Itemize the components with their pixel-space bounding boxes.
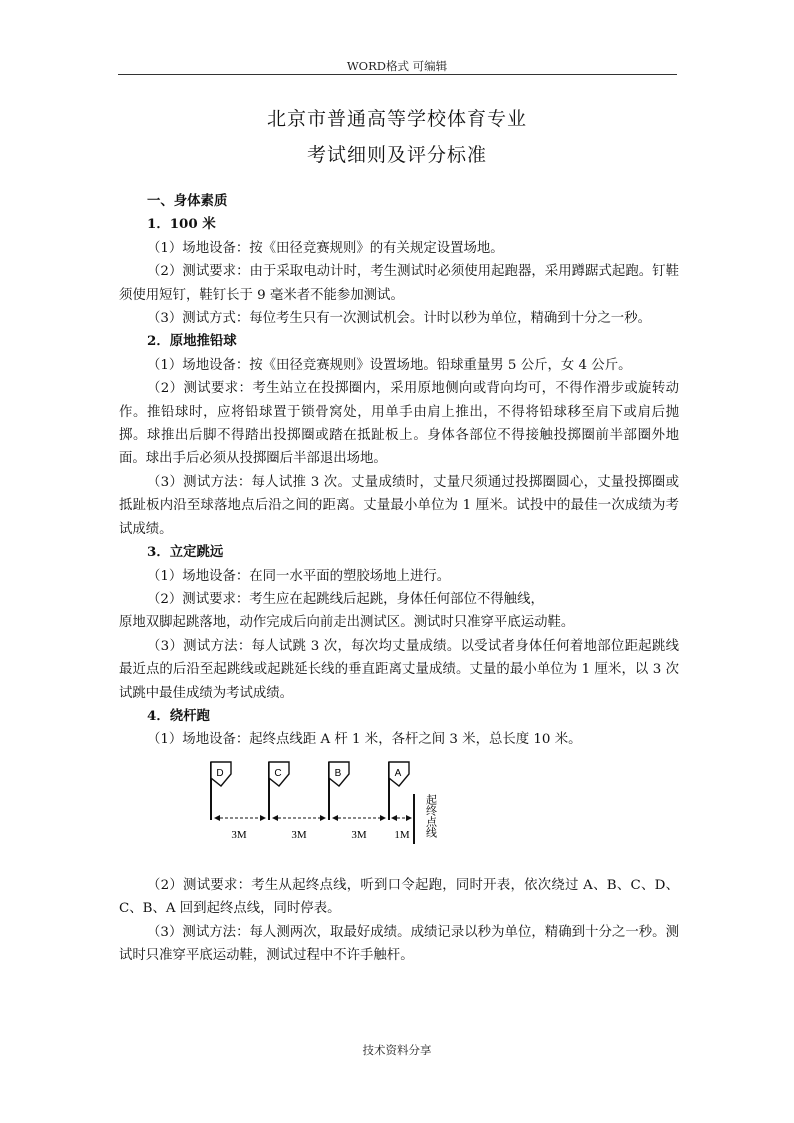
flag-a <box>389 762 409 820</box>
paragraph: （1）场地设备：在同一水平面的塑胶场地上进行。 <box>147 568 451 584</box>
document-body <box>119 190 679 967</box>
flag-label: A <box>394 767 402 779</box>
item-heading-shot-put: 2．原地推铅球 <box>147 333 237 350</box>
paragraph: （3）测试方式：每位考生只有一次测试机会。计时以秒为单位，精确到十分之一秒。 <box>147 311 651 327</box>
document-subtitle: 考试细则及评分标准 <box>306 144 487 166</box>
distance-label: 3M <box>231 828 247 841</box>
paragraph: （3）测试方法：每人测两次，取最好成绩。成绩记录以秒为单位，精确到十分之一秒。测试时只准穿平底运动鞋，测试过程中不许手触杆。 <box>119 924 679 963</box>
paragraph: （1）场地设备：起终点线距 A 杆 1 米，各杆之间 3 米，总长度 10 米。 <box>147 732 582 748</box>
section-heading: 一、身体素质 <box>147 193 228 209</box>
paragraph: （1）场地设备：按《田径竞赛规则》的有关规定设置场地。 <box>147 240 504 256</box>
item-heading-long-jump: 3．立定跳远 <box>147 544 224 561</box>
distance-label: 3M <box>351 828 367 841</box>
item-heading-pole-run: 4．绕杆跑 <box>147 707 210 724</box>
paragraph: （3）测试方法：每人试跳 3 次，每次均丈量成绩。以受试者身体任何着地部位距起跳线最近点的后沿至起跳线或起跳延长线的垂直距离丈量成绩。丈量的最小单位为 1 厘米，以 3 次试跳中最佳成绩为考试成绩。 <box>119 638 679 701</box>
flag-b <box>329 762 349 820</box>
paragraph: （2）测试要求：考生应在起跳线后起跳，身体任何部位不得触线， <box>147 591 544 607</box>
distance-label: 1M <box>394 828 410 841</box>
paragraph: （3）测试方法：每人试推 3 次。丈量成绩时，丈量尺须通过投掷圈圆心，丈量投掷圈或抵趾板内沿至球落地点后沿之间的距离。丈量最小单位为 1 厘米。试投中的最佳一次成绩为考试成绩。 <box>119 474 679 537</box>
item-heading-100m: 1．100 米 <box>147 216 216 233</box>
paragraph: （2）测试要求：由于采取电动计时，考生测试时必须使用起跑器，采用蹲踞式起跑。钉鞋须使用短钉，鞋钉长于 9 毫米者不能参加测试。 <box>119 264 679 303</box>
distance-label: 3M <box>291 828 307 841</box>
start-finish-line-label: 起终点线 <box>424 793 438 838</box>
paragraph: （2）测试要求：考生从起终点线，听到口令起跑，同时开表，依次绕过 A、B、C、D、C、B、A 回到起终点线，同时停表。 <box>119 877 679 917</box>
paragraph: （2）测试要求：考生站立在投掷圈内，采用原地侧向或背向均可，不得作滑步或旋转动作。推铅球时，应将铅球置于锁骨窝处，用单手由肩上推出，不得将铅球移至肩下或肩后抛掷。球推出后脚不得踏出投掷圈或踏在抵趾板上。身体各部位不得接触投掷圈前半部圈外地面。球出手后必须从投掷圈后半部退出场地。 <box>119 381 679 467</box>
paragraph: （1）场地设备：按《田径竞赛规则》设置场地。铅球重量男 5 公斤，女 4 公斤。 <box>147 357 632 373</box>
page-footer: 技术资料分享 <box>362 1043 432 1057</box>
paragraph: 原地双脚起跳落地，动作完成后向前走出测试区。测试时只准穿平底运动鞋。 <box>119 615 575 631</box>
flag-label: B <box>334 767 342 779</box>
flag-d <box>211 762 231 820</box>
header-divider <box>118 74 677 75</box>
document-title: 北京市普通高等学校体育专业 <box>266 108 527 130</box>
pole-run-diagram <box>119 756 679 868</box>
page-header: WORD格式 可编辑 <box>346 59 448 73</box>
flag-label: C <box>274 767 282 779</box>
flag-label: D <box>216 767 224 779</box>
flag-c <box>269 762 289 820</box>
pole-run-diagram-svg <box>207 756 447 856</box>
